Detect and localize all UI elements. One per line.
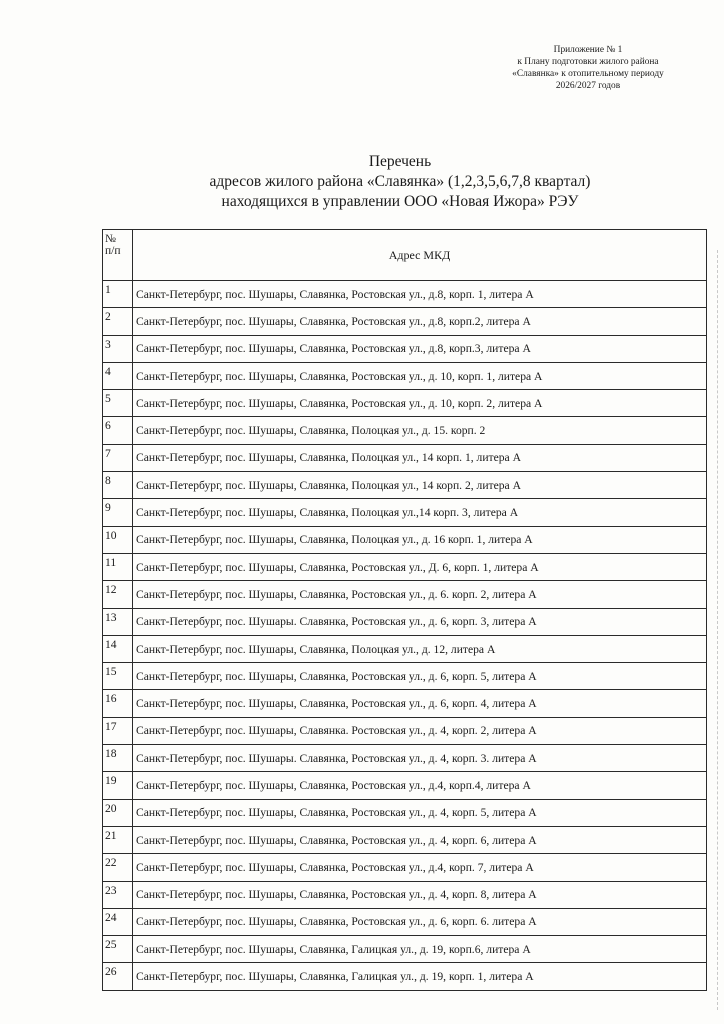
table-row	[103, 963, 707, 990]
appendix-header	[488, 44, 688, 92]
table-row	[103, 308, 707, 335]
row-number: 13	[103, 608, 133, 635]
row-number: 9	[103, 499, 133, 526]
row-address: Санкт-Петербург, пос. Шушары, Славянка, Ростовская ул., д. 4, корп. 8, литера А	[133, 881, 707, 908]
row-address: Санкт-Петербург, пос. Шушары, Славянка, Галицкая ул., д. 19, корп.6, литера А	[133, 936, 707, 963]
row-address: Санкт-Петербург, пос. Шушары, Славянка, Полоцкая ул., 14 корп. 1, литера А	[133, 444, 707, 471]
table-row	[103, 663, 707, 690]
row-number: 22	[103, 854, 133, 881]
table-row	[103, 417, 707, 444]
address-table	[102, 229, 707, 991]
table-row	[103, 799, 707, 826]
table-row	[103, 499, 707, 526]
row-address: Санкт-Петербург, пос. Шушары, Славянка, Ростовская ул., д.8, корп. 1, литера А	[133, 281, 707, 308]
row-number: 14	[103, 635, 133, 662]
row-address: Санкт-Петербург, пос. Шушары, Славянка, Ростовская ул., д. 6, корп. 5, литера А	[133, 663, 707, 690]
row-address: Санкт-Петербург, пос. Шушары, Славянка, Полоцкая ул., д. 16 корп. 1, литера А	[133, 526, 707, 553]
title-line-1: Перечень	[368, 153, 432, 170]
table-row	[103, 526, 707, 553]
document-title	[100, 152, 700, 212]
row-address: Санкт-Петербург, пос. Шушары, Славянка. Ростовская ул., д. 4, корп. 2, литера А	[133, 717, 707, 744]
row-number: 12	[103, 581, 133, 608]
table-row	[103, 281, 707, 308]
table-body	[103, 281, 707, 991]
row-number: 24	[103, 908, 133, 935]
row-address: Санкт-Петербург, пос. Шушары, Славянка, Ростовская ул., д. 6. корп. 2, литера А	[133, 581, 707, 608]
row-address: Санкт-Петербург, пос. Шушары. Славянка, Ростовская ул., д. 4, корп. 3. литера А	[133, 745, 707, 772]
address-table-container	[102, 229, 706, 991]
appendix-line-4: 2026/2027 годов	[555, 81, 621, 91]
row-address: Санкт-Петербург, пос. Шушары, Славянка, Полоцкая ул., д. 15. корп. 2	[133, 417, 707, 444]
table-row	[103, 717, 707, 744]
row-number: 21	[103, 826, 133, 853]
header-address: Адрес МКД	[133, 230, 707, 281]
title-line-3: находящихся в управлении ООО «Новая Ижора» РЭУ	[221, 193, 579, 210]
table-row	[103, 472, 707, 499]
table-row	[103, 690, 707, 717]
row-number: 3	[103, 335, 133, 362]
row-number: 25	[103, 936, 133, 963]
row-number: 4	[103, 362, 133, 389]
row-number: 15	[103, 663, 133, 690]
row-address: Санкт-Петербург, пос. Шушары, Славянка, Полоцкая ул., 14 корп. 2, литера А	[133, 472, 707, 499]
row-address: Санкт-Петербург, пос. Шушары. Славянка, Ростовская ул., д. 6, корп. 3, литера А	[133, 608, 707, 635]
header-number	[103, 230, 133, 281]
row-number: 26	[103, 963, 133, 990]
table-row	[103, 772, 707, 799]
appendix-line-1: Приложение № 1	[553, 45, 623, 55]
row-number: 17	[103, 717, 133, 744]
row-number: 8	[103, 472, 133, 499]
row-address: Санкт-Петербург, пос. Шушары, Славянка, Полоцкая ул.,14 корп. 3, литера А	[133, 499, 707, 526]
table-row	[103, 745, 707, 772]
table-row	[103, 608, 707, 635]
table-row	[103, 854, 707, 881]
appendix-line-3: «Славянка» к отопительному периоду	[512, 69, 664, 79]
table-row	[103, 553, 707, 580]
row-address: Санкт-Петербург, пос. Шушары, Славянка, Ростовская ул., д. 10, корп. 2, литера А	[133, 390, 707, 417]
row-number: 19	[103, 772, 133, 799]
row-address: Санкт-Петербург, пос. Шушары, Славянка, Ростовская ул., д. 6, корп. 6. литера А	[133, 908, 707, 935]
table-row	[103, 581, 707, 608]
table-row	[103, 335, 707, 362]
table-row	[103, 635, 707, 662]
row-number: 16	[103, 690, 133, 717]
row-address: Санкт-Петербург, пос. Шушары, Славянка, Ростовская ул., д. 4, корп. 5, литера А	[133, 799, 707, 826]
row-address: Санкт-Петербург, пос. Шушары, Славянка, Ростовская ул., д. 4, корп. 6, литера А	[133, 826, 707, 853]
row-number: 5	[103, 390, 133, 417]
row-address: Санкт-Петербург, пос. Шушары, Славянка, Ростовская ул., д.8, корп.3, литера А	[133, 335, 707, 362]
row-number: 20	[103, 799, 133, 826]
table-row	[103, 444, 707, 471]
row-address: Санкт-Петербург, пос. Шушары, Славянка, Ростовская ул., Д. 6, корп. 1, литера А	[133, 553, 707, 580]
table-row	[103, 826, 707, 853]
table-row	[103, 936, 707, 963]
row-number: 7	[103, 444, 133, 471]
row-number: 6	[103, 417, 133, 444]
row-address: Санкт-Петербург, пос. Шушары, Славянка, Полоцкая ул., д. 12, литера А	[133, 635, 707, 662]
scan-edge-line	[716, 250, 718, 1010]
title-line-2: адресов жилого района «Славянка» (1,2,3,5,6,7,8 квартал)	[209, 173, 591, 190]
row-address: Санкт-Петербург, пос. Шушары, Славянка, Ростовская ул., д. 10, корп. 1, литера А	[133, 362, 707, 389]
table-row	[103, 362, 707, 389]
header-number-abbr: п/п	[105, 245, 121, 257]
appendix-line-2: к Плану подготовки жилого района	[517, 57, 659, 67]
row-number: 10	[103, 526, 133, 553]
row-address: Санкт-Петербург, пос. Шушары, Славянка, Ростовская ул., д.4, корп. 7, литера А	[133, 854, 707, 881]
row-address: Санкт-Петербург, пос. Шушары, Славянка, Ростовская ул., д.4, корп.4, литера А	[133, 772, 707, 799]
table-header-row	[103, 230, 707, 281]
row-number: 2	[103, 308, 133, 335]
table-row	[103, 881, 707, 908]
table-row	[103, 390, 707, 417]
table-row	[103, 908, 707, 935]
header-number-symbol: №	[105, 233, 116, 245]
row-address: Санкт-Петербург, пос. Шушары, Славянка, Ростовская ул., д. 6, корп. 4, литера А	[133, 690, 707, 717]
row-address: Санкт-Петербург, пос. Шушары, Славянка, Ростовская ул., д.8, корп.2, литера А	[133, 308, 707, 335]
row-number: 11	[103, 553, 133, 580]
row-number: 1	[103, 281, 133, 308]
row-address: Санкт-Петербург, пос. Шушары, Славянка, Галицкая ул., д. 19, корп. 1, литера А	[133, 963, 707, 990]
row-number: 18	[103, 745, 133, 772]
row-number: 23	[103, 881, 133, 908]
